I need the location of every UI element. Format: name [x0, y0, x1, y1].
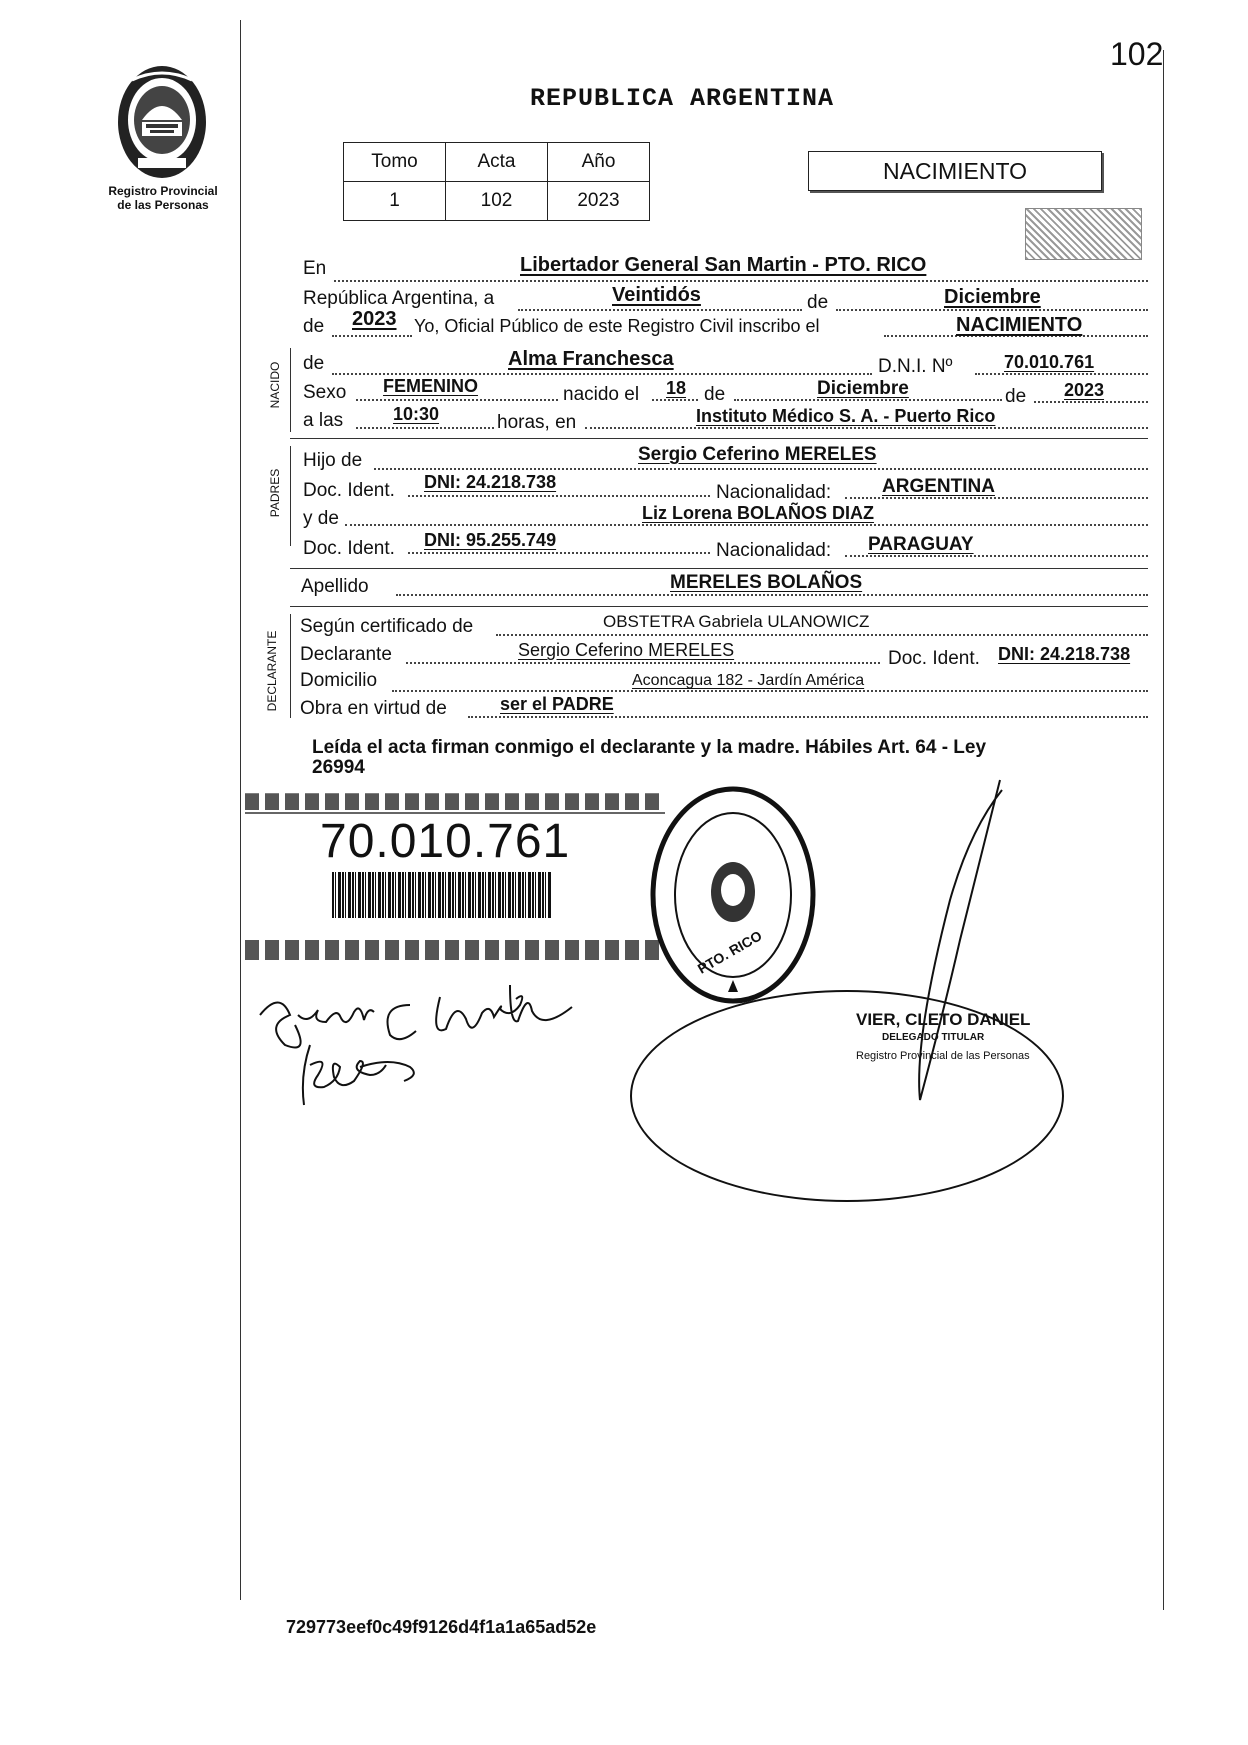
dotline [518, 309, 802, 311]
month-value: Diciembre [944, 286, 1041, 308]
dotline [836, 309, 1148, 311]
closing-line1: Leída el acta firman conmigo el declarante y la madre. Hábiles Art. 64 - Ley [312, 737, 987, 758]
barcode [332, 872, 552, 918]
nacido-de3-label: de [1005, 386, 1027, 407]
en-label: En [303, 258, 327, 279]
dotline [374, 468, 1148, 470]
rule [290, 568, 1148, 569]
rule [290, 606, 1148, 607]
record-type: NACIMIENTO [883, 157, 1027, 184]
anio-header: Año [548, 143, 650, 182]
dotline [408, 552, 710, 554]
de-label: de [807, 292, 829, 313]
dotline [356, 427, 494, 429]
document-title: REPUBLICA ARGENTINA [530, 84, 835, 113]
cert-label: Según certificado de [300, 616, 474, 637]
bracket [290, 614, 291, 718]
father-doc-label: Doc. Ident. [303, 480, 395, 501]
day-words-value: Veintidós [612, 284, 701, 306]
dotline [468, 716, 1148, 718]
padres-section-label: PADRES [268, 468, 282, 518]
year-value: 2023 [352, 308, 397, 330]
acta-header: Acta [446, 143, 548, 182]
republica-label: República Argentina, a [303, 288, 495, 309]
sexo-value: FEMENINO [383, 376, 479, 396]
obra-value: ser el PADRE [500, 694, 614, 714]
bracket [290, 348, 291, 432]
father-name-value: Sergio Ceferino MERELES [638, 444, 877, 465]
right-margin-line [1163, 50, 1164, 1610]
anio-value: 2023 [548, 182, 650, 221]
dotline [345, 524, 1148, 526]
father-doc-value: DNI: 24.218.738 [424, 472, 557, 492]
father-nat-label: Nacionalidad: [716, 482, 832, 503]
province-logo [112, 62, 212, 182]
nacido-section-label: NACIDO [268, 361, 282, 409]
nacido-de-label: de [303, 353, 325, 374]
decl-doc-value: DNI: 24.218.738 [998, 644, 1131, 664]
horas-label: horas, en [497, 412, 577, 433]
birth-month-value: Diciembre [817, 378, 909, 399]
decl-value: Sergio Ceferino MERELES [518, 640, 735, 660]
dom-value: Aconcagua 182 - Jardín América [632, 672, 865, 689]
page-number: 102 [1110, 36, 1164, 72]
record-table [343, 142, 650, 221]
dni-label: D.N.I. Nº [878, 356, 953, 377]
tomo-header: Tomo [344, 143, 446, 182]
dom-label: Domicilio [300, 670, 378, 691]
dotline [1034, 401, 1148, 403]
dotline [496, 634, 1148, 636]
registry-stamp-icon [648, 784, 818, 1006]
dotline [356, 399, 558, 401]
child-name-value: Alma Franchesca [508, 348, 674, 370]
y-de-label: y de [303, 508, 339, 529]
place-value: Libertador General San Martin - PTO. RICO [520, 254, 927, 276]
logo-caption-line1: Registro Provincial [108, 184, 218, 198]
dni-label-number: 70.010.761 [320, 815, 571, 868]
decl-doc-label: Doc. Ident. [888, 648, 980, 669]
officer-org: Registro Provincial de las Personas [856, 1050, 1030, 1062]
province-seal-icon [112, 62, 212, 182]
dotline [334, 280, 1148, 282]
officer-role: DELEGADO TITULAR [882, 1032, 985, 1043]
officer-text: Yo, Oficial Público de este Registro Civil inscribo el [414, 316, 820, 336]
birth-day-value: 18 [666, 378, 687, 398]
birth-place-value: Instituto Médico S. A. - Puerto Rico [696, 406, 996, 426]
decl-label: Declarante [300, 644, 392, 665]
rule [290, 438, 1148, 439]
dotline [406, 662, 880, 664]
officer-name: VIER, CLETO DANIEL [856, 1010, 1031, 1029]
dotline [652, 399, 698, 401]
birth-hour-value: 10:30 [393, 404, 440, 424]
perforation-top [245, 786, 665, 810]
closing-text [312, 738, 1142, 778]
sexo-label: Sexo [303, 382, 347, 403]
dotline [332, 335, 412, 337]
dotline [585, 427, 1148, 429]
declarant-signature [250, 975, 670, 1115]
obra-label: Obra en virtud de [300, 698, 447, 719]
nacido-el-label: nacido el [563, 384, 640, 405]
security-mark [1025, 208, 1142, 260]
apellido-value: MERELES BOLAÑOS [670, 572, 863, 593]
stamp-center-text: PTO. RICO [694, 927, 765, 977]
perforation-bottom [245, 940, 665, 960]
mother-doc-label: Doc. Ident. [303, 538, 395, 559]
bracket [290, 446, 291, 546]
footer-hash: 729773eef0c49f9126d4f1a1a65ad52e [286, 1617, 597, 1637]
event-value: NACIMIENTO [956, 314, 1083, 336]
acta-value: 102 [446, 182, 548, 221]
mother-nat-value: PARAGUAY [868, 534, 974, 555]
handwritten-signature-icon [250, 975, 670, 1115]
dotline [392, 690, 1148, 692]
dotline [975, 373, 1148, 375]
logo-caption-line2: de las Personas [117, 198, 209, 212]
de2-label: de [303, 316, 325, 337]
apellido-label: Apellido [301, 576, 369, 597]
nacido-de2-label: de [704, 384, 726, 405]
dotline [408, 495, 710, 497]
official-stamp [648, 784, 818, 1006]
mother-name-value: Liz Lorena BOLAÑOS DIAZ [642, 503, 875, 523]
cert-value: OBSTETRA Gabriela ULANOWICZ [603, 612, 870, 631]
dotline [332, 373, 872, 375]
child-dni-value: 70.010.761 [1004, 352, 1095, 372]
declarante-section-label: DECLARANTE [265, 630, 279, 712]
hijo-de-label: Hijo de [303, 450, 363, 471]
tomo-value: 1 [344, 182, 446, 221]
birth-year-value: 2023 [1064, 380, 1105, 400]
mother-nat-label: Nacionalidad: [716, 540, 832, 561]
left-margin-line [240, 20, 241, 1600]
a-las-label: a las [303, 410, 344, 431]
logo-caption [88, 184, 238, 212]
father-nat-value: ARGENTINA [882, 476, 995, 497]
dotline [396, 594, 1148, 596]
mother-doc-value: DNI: 95.255.749 [424, 530, 557, 550]
closing-line2: 26994 [312, 757, 365, 778]
record-type-box [808, 151, 1102, 191]
